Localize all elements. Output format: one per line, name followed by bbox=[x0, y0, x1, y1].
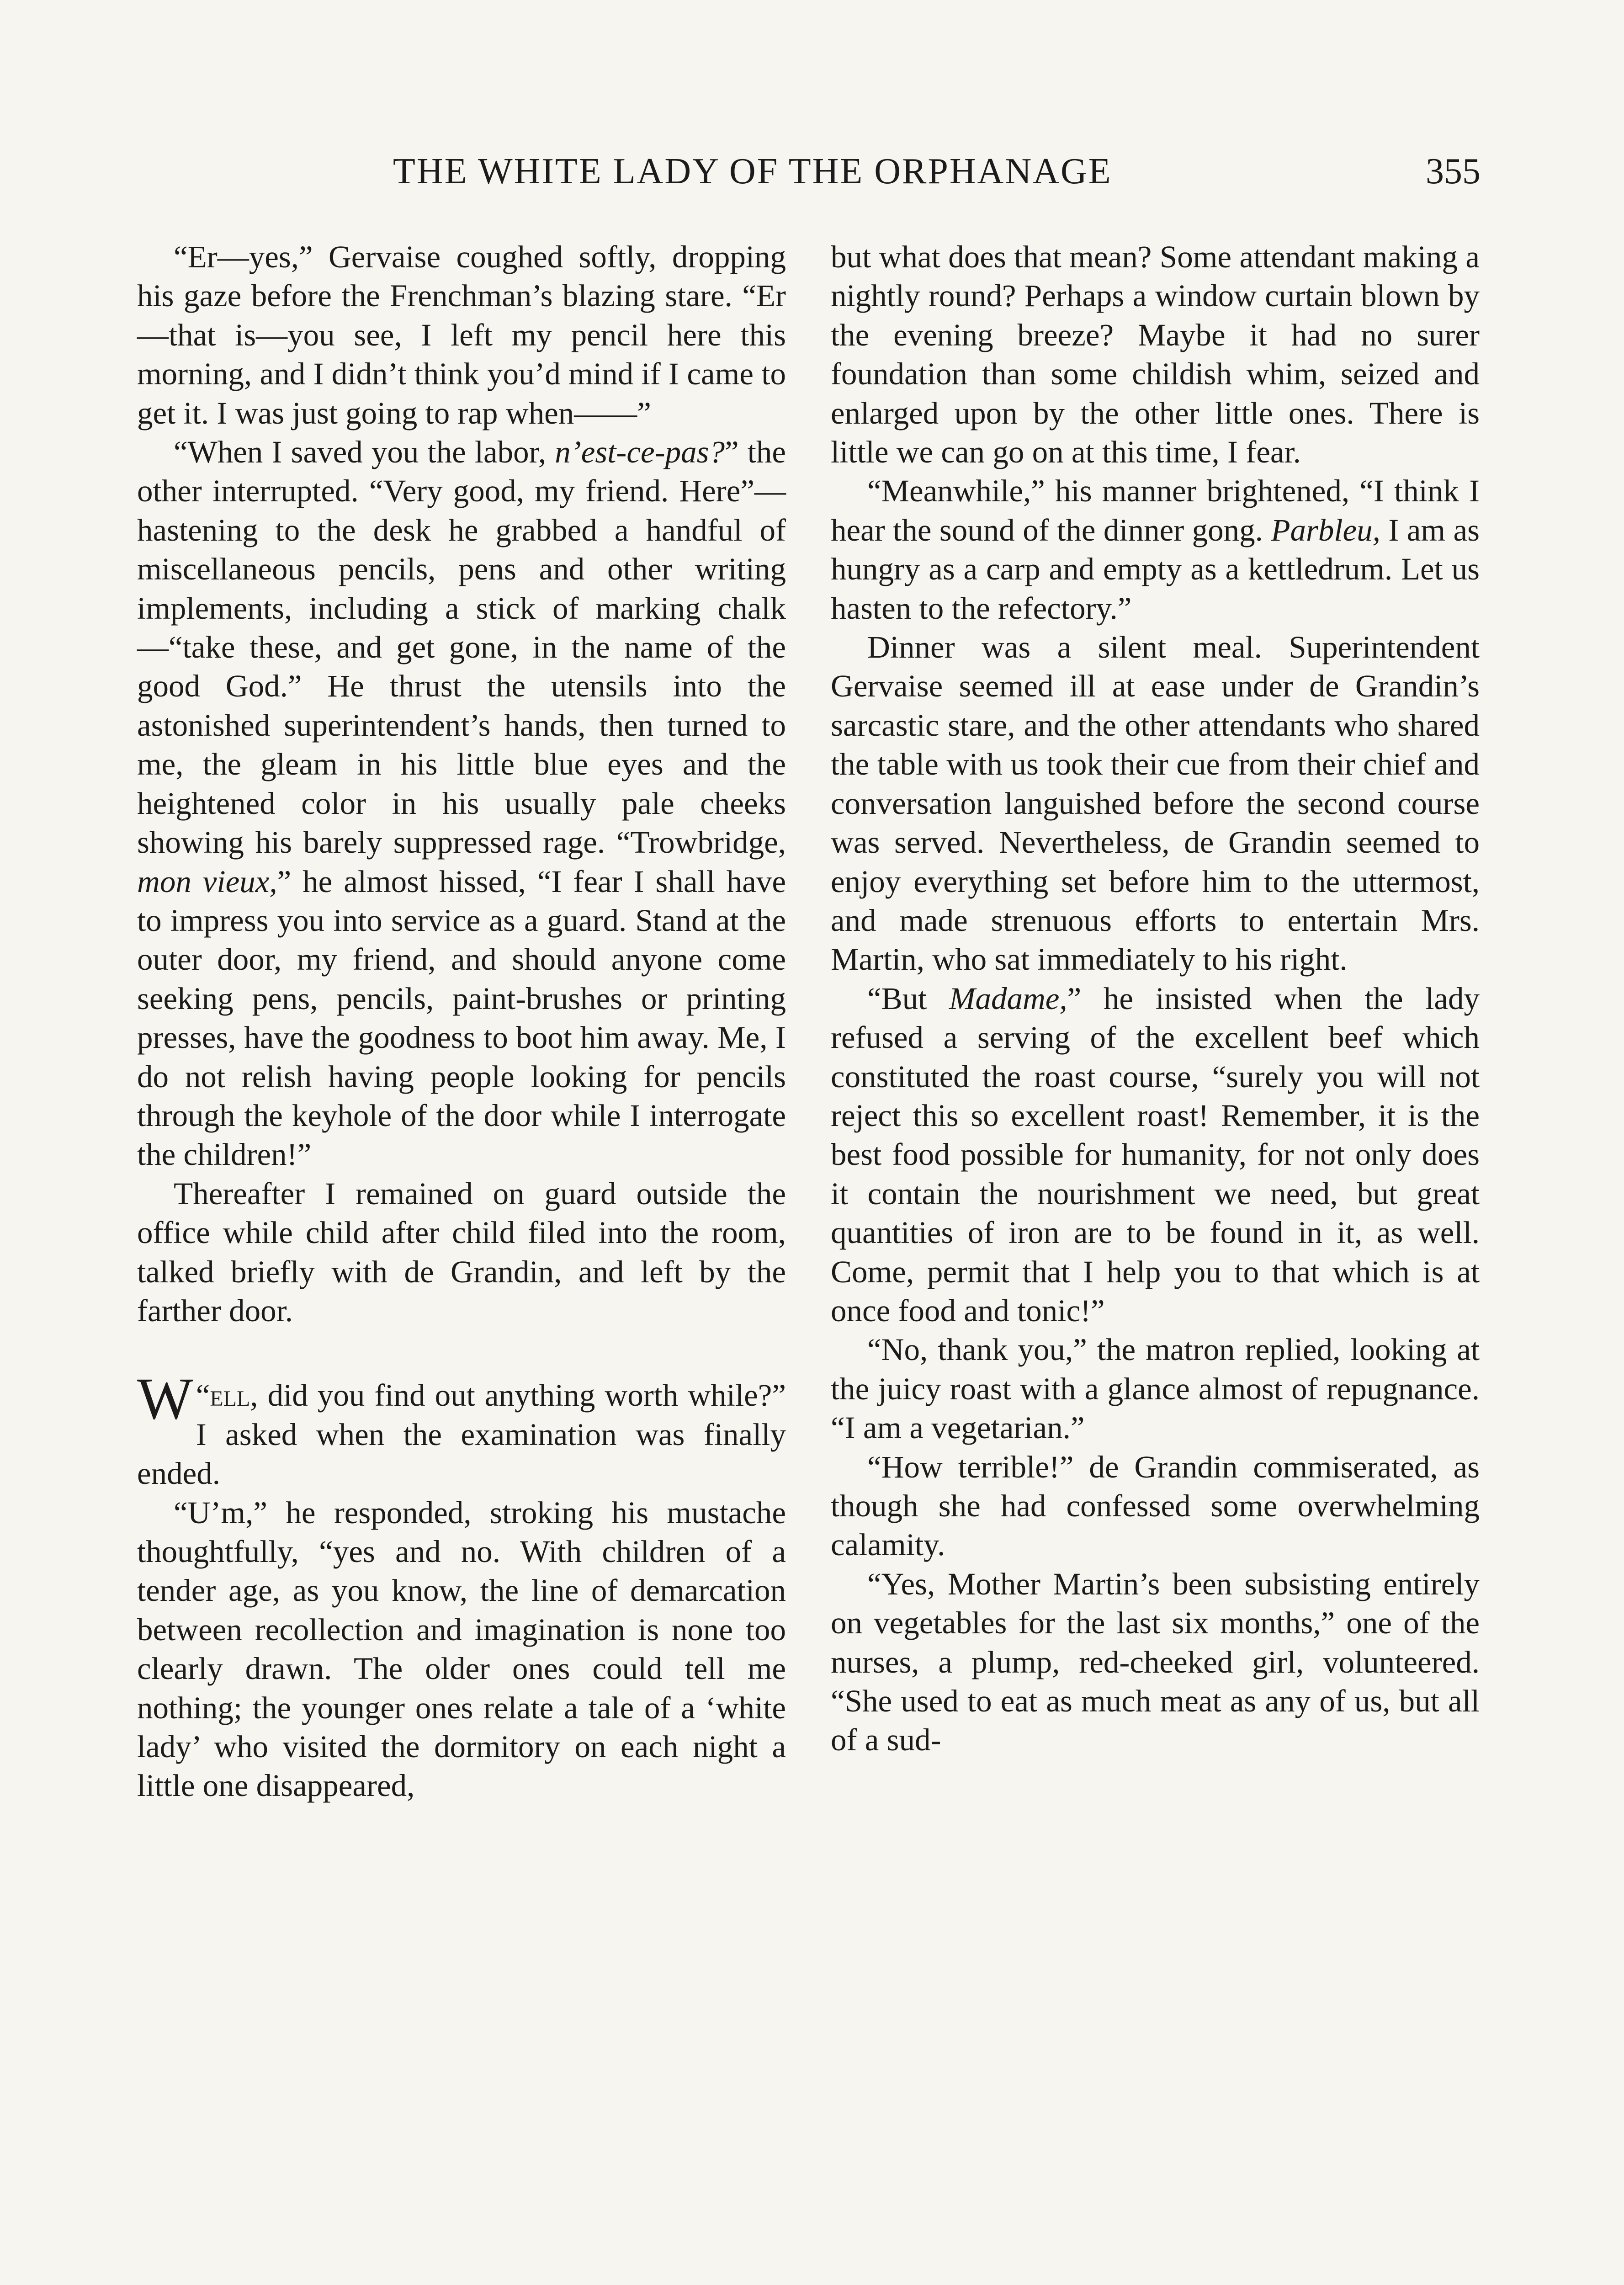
page-header bbox=[137, 151, 1481, 206]
paragraph: “When I saved you the labor, n’est-ce-pas?” the other interrupted. “Very good, my friend. Here”—hastening to the desk he grabbed a handful of miscellaneous pencils, pens and other writing implements, including a stick of marking chalk—“take these, and get gone, in the name of the good God.” He thrust the utensils into the astonished superintendent’s hands, then turned to me, the gleam in his little blue eyes and the heightened color in his usually pale cheeks showing his barely suppressed rage. “Trowbridge, mon vieux,” he almost hissed, “I fear I shall have to impress you into service as a guard. Stand at the outer door, my friend, and should anyone come seeking pens, pencils, paint-brushes or printing presses, have the goodness to boot him away. Me, I do not relish having people looking for pencils through the keyhole of the door while I interrogate the children!” bbox=[137, 435, 786, 1172]
section-opening-paragraph: “ W ell, did you find out anything worth while?” I asked when the examination was finally ended. bbox=[137, 1366, 786, 1491]
paragraph: “But Madame,” he insisted when the lady refused a serving of the excellent beef which constituted the roast course, “surely you will not reject this so excellent roast! Remember, it is the best food possible for humanity, for not only does it contain the nourishment we need, but great quantities of iron are to be found in it, as well. Come, permit that I help you to that which is at once food and tonic!” bbox=[831, 981, 1480, 1328]
right-column bbox=[831, 238, 1480, 1760]
paragraph: “No, thank you,” the matron replied, looking at the juicy roast with a glance almost of repugnance. “I am a vegetarian.” bbox=[831, 1332, 1480, 1445]
paragraph: “Meanwhile,” his manner brightened, “I think I hear the sound of the dinner gong. Parbleu, I am as hungry as a carp and empty as a kettledrum. Let us hasten to the refectory.” bbox=[831, 473, 1480, 626]
drop-cap: W bbox=[137, 1366, 193, 1432]
paragraph: Dinner was a silent meal. Superintendent Gervaise seemed ill at ease under de Grandin’s sarcastic stare, and the other attendants who shared the table with us took their cue from their chief and conversation languished before the second course was served. Nevertheless, de Grandin seemed to enjoy everything set before him to the uttermost, and made strenuous efforts to entertain Mrs. Martin, who sat immediately to his right. bbox=[831, 630, 1480, 977]
paragraph: “Yes, Mother Martin’s been subsisting entirely on vegetables for the last six months,” one of the nurses, a plump, red-cheeked girl, volunteered. “She used to eat as much meat as any of us, but all of a sud- bbox=[831, 1566, 1480, 1758]
paragraph: “How terrible!” de Grandin commiserated, as though she had confessed some overwhelming calamity. bbox=[831, 1449, 1480, 1562]
paragraph: “U’m,” he responded, stroking his mustache thoughtfully, “yes and no. With children of a tender age, as you know, the line of demarcation between recollection and imagination is none too clearly drawn. The older ones could tell me nothing; the younger ones relate a tale of a ‘white lady’ who visited the dormitory on each night a little one disappeared, bbox=[137, 1495, 786, 1803]
paragraph: but what does that mean? Some attendant making a nightly round? Perhaps a window curtain blown by the evening breeze? Maybe it had no surer foundation than some childish whim, seized and enlarged upon by the other little ones. There is little we can go on at this time, I fear. bbox=[831, 239, 1480, 470]
paragraph: Thereafter I remained on guard outside the office while child after child filed into the room, talked briefly with de Grandin, and left by the farther door. bbox=[137, 1176, 786, 1328]
running-title: THE WHITE LADY OF THE ORPHANAGE bbox=[393, 151, 1112, 191]
paragraph: “Er—yes,” Gervaise coughed softly, dropping his gaze before the Frenchman’s blazing stare. “Er—that is—you see, I left my pencil here this morning, and I didn’t think you’d mind if I came to get it. I was just going to rap when——” bbox=[137, 239, 786, 430]
left-column bbox=[137, 238, 786, 1806]
page-number: 355 bbox=[1426, 151, 1481, 191]
